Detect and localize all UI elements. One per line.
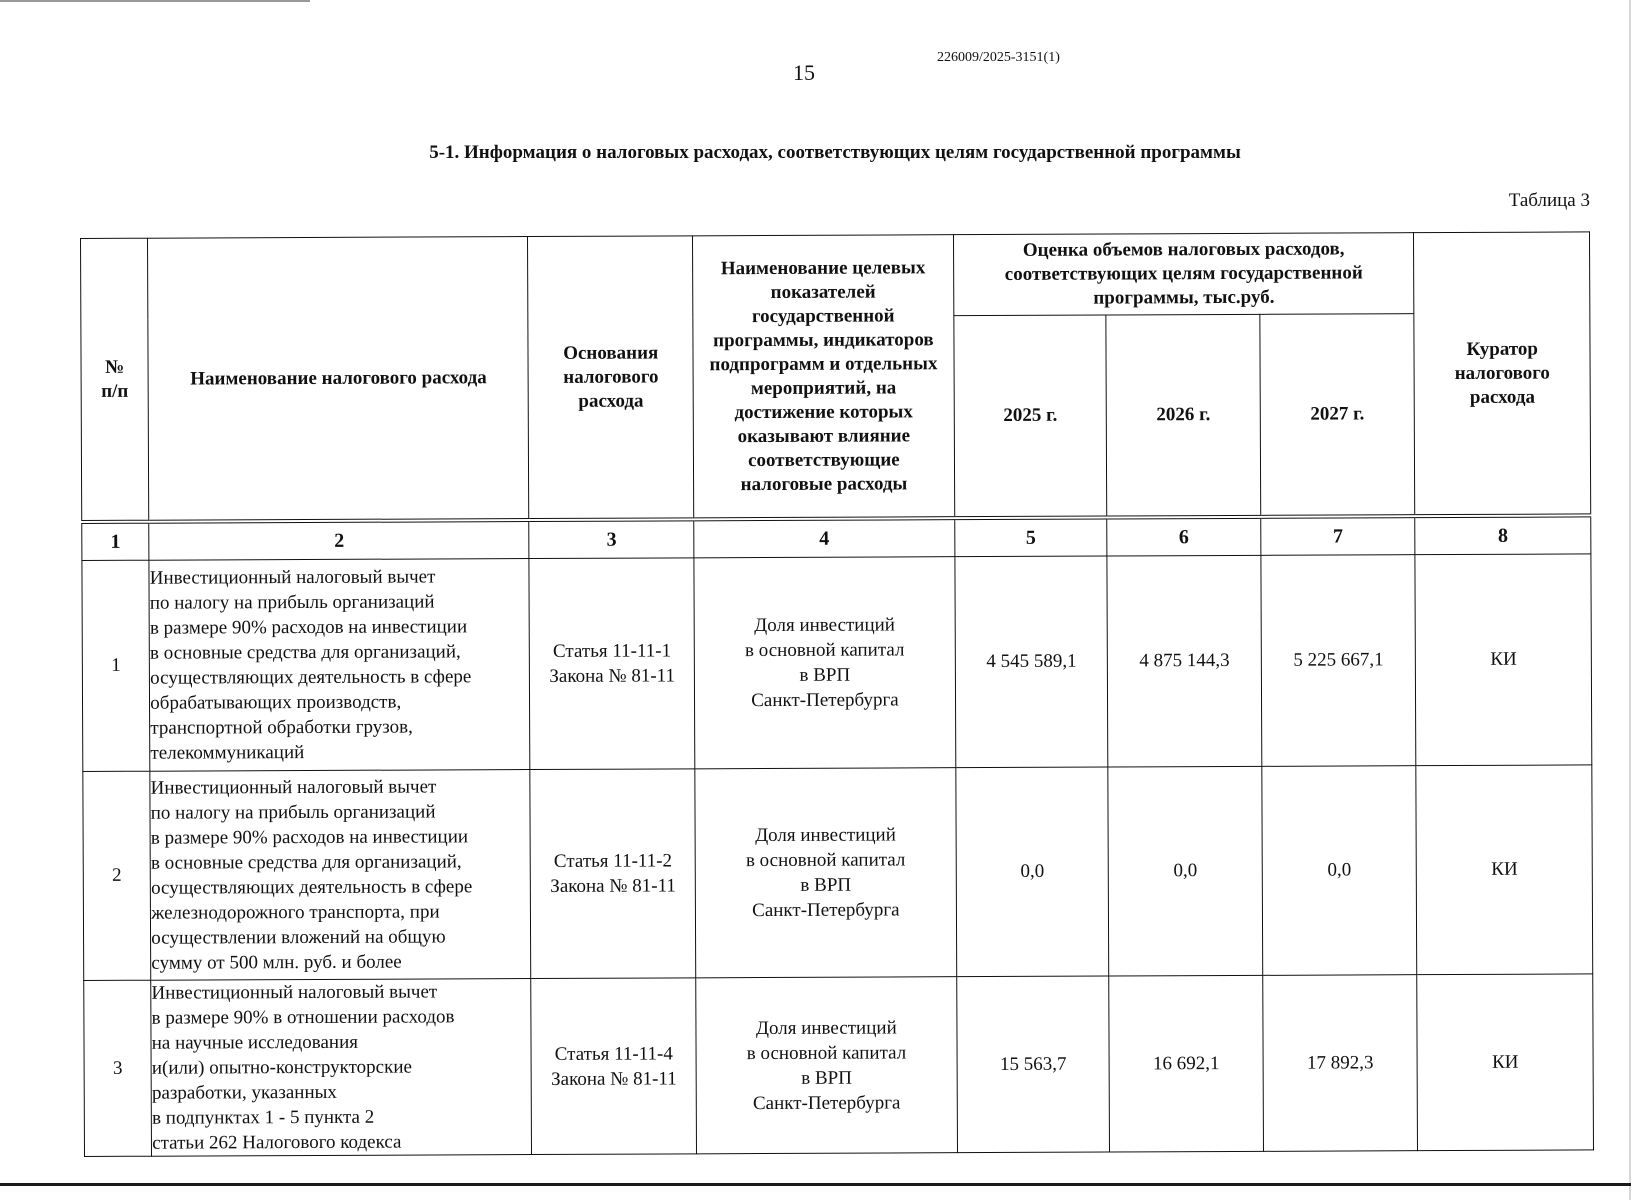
- estimate-2025: 0,0: [956, 767, 1109, 977]
- estimate-2026: 0,0: [1108, 766, 1262, 976]
- column-number: 2: [149, 520, 529, 560]
- header-name: Наименование налогового расхода: [148, 237, 529, 522]
- column-number: 8: [1415, 515, 1591, 554]
- row-number: 1: [82, 560, 150, 771]
- target-indicator: Доля инвестиций в основной капитал в ВРП Санкт-Петербурга: [694, 557, 956, 769]
- header-year-2026: 2026 г.: [1106, 314, 1260, 517]
- tax-expenditure-basis: Статья 11-11-4 Закона № 81-11: [531, 978, 696, 1155]
- scan-edge-top: [0, 0, 310, 2]
- section-title: 5-1. Информация о налоговых расходах, соответствующих целям государственной программы: [429, 142, 1241, 163]
- scan-edge-bottom: [0, 1183, 1631, 1186]
- column-number: 3: [529, 519, 694, 558]
- header-curator: Куратор налогового расхода: [1414, 232, 1591, 516]
- header-estimate-group: Оценка объемов налоговых расходов, соответствующих целям государственной программы, тыс.руб.: [953, 233, 1414, 316]
- column-number: 7: [1261, 516, 1416, 555]
- table-row: [82, 554, 1592, 772]
- tax-expenditure-basis: Статья 11-11-2 Закона № 81-11: [530, 769, 695, 979]
- header-year-2027: 2027 г.: [1260, 314, 1415, 517]
- estimate-2027: 0,0: [1262, 766, 1417, 976]
- header-target: Наименование целевых показателей государственной программы, индикаторов подпрограмм и отдельных мероприятий, на достижение которых оказывают влияние соответствующие налоговые расходы: [692, 235, 954, 520]
- tax-expenditure-name: Инвестиционный налоговый вычет по налогу на прибыль организаций в размере 90% расходов на инвестиции в основные средства для организаций, осуществляющих деятельность в сфере обрабатывающих производств, транспортной обработки грузов, телекоммуникаций: [149, 559, 530, 772]
- row-number: 2: [83, 771, 151, 980]
- document-number: 226009/2025-3151(1): [937, 50, 1060, 65]
- estimate-2027: 5 225 667,1: [1261, 555, 1416, 767]
- estimate-2026: 4 875 144,3: [1107, 555, 1261, 767]
- tax-expenditure-basis: Статья 11-11-1 Закона № 81-11: [529, 558, 694, 770]
- header-year-2025: 2025 г.: [954, 315, 1107, 518]
- estimate-2025: 15 563,7: [957, 976, 1110, 1153]
- column-number-row: [82, 515, 1591, 560]
- target-indicator: Доля инвестиций в основной капитал в ВРП Санкт-Петербурга: [695, 768, 957, 978]
- curator: КИ: [1415, 554, 1592, 766]
- tax-expenditure-name: Инвестиционный налоговый вычет в размере 90% в отношении расходов на научные исследования и(или) опытно-конструкторские разработки, указанных в подпунктах 1 - 5 пункта 2 статьи 262 Налогового кодекса: [151, 979, 532, 1157]
- table-label: Таблица 3: [1508, 190, 1590, 211]
- table-row: [83, 765, 1593, 981]
- curator: КИ: [1417, 974, 1593, 1151]
- table-row: [84, 974, 1594, 1157]
- estimate-2027: 17 892,3: [1263, 975, 1418, 1152]
- row-number: 3: [84, 980, 152, 1156]
- column-number: 6: [1107, 517, 1261, 556]
- target-indicator: Доля инвестиций в основной капитал в ВРП Санкт-Петербурга: [696, 977, 958, 1154]
- estimate-2025: 4 545 589,1: [955, 556, 1108, 768]
- header-num: № п/п: [81, 238, 149, 522]
- column-number: 1: [82, 522, 149, 561]
- header-row: [81, 232, 1590, 320]
- column-number: 4: [694, 518, 955, 558]
- header-basis: Основания налогового расхода: [528, 236, 694, 520]
- tax-expenditure-name: Инвестиционный налоговый вычет по налогу на прибыль организаций в размере 90% расходов на инвестиции в основные средства для организаций, осуществляющих деятельность в сфере железнодорожного транспорта, при осуществлении вложений на общую сумму от 500 млн. руб. и более: [150, 770, 531, 981]
- tax-expenditure-table: [80, 231, 1594, 1157]
- estimate-2026: 16 692,1: [1109, 975, 1263, 1152]
- column-number: 5: [955, 518, 1108, 557]
- page-number: 15: [793, 60, 815, 85]
- curator: КИ: [1416, 765, 1593, 975]
